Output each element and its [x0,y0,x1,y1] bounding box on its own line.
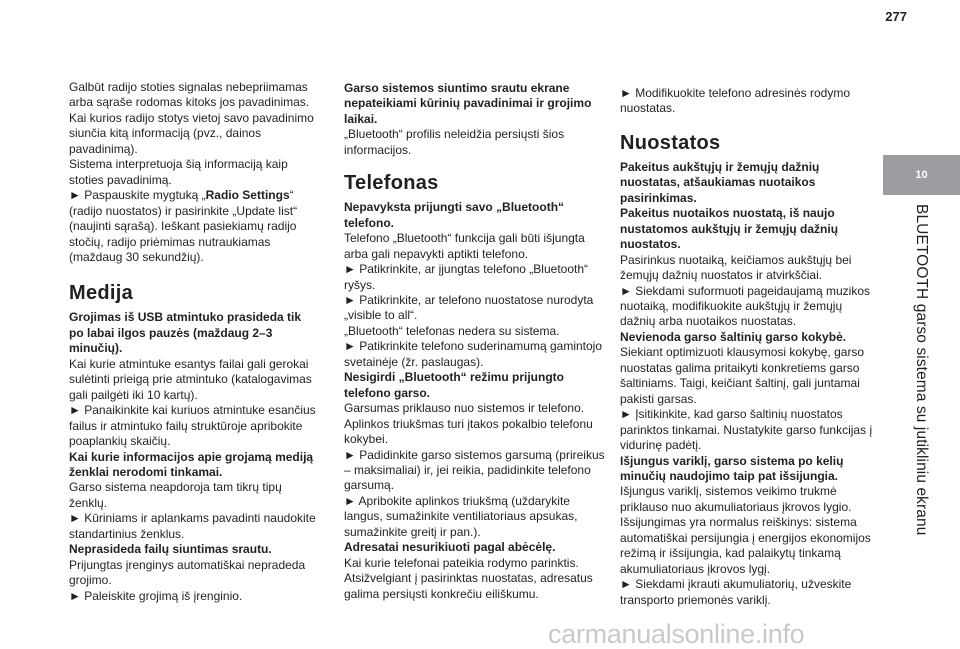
paragraph [69,188,319,265]
answer: Garso sistema neapdoroja tam tikrų tipų ženklų. [69,480,282,510]
question [69,450,319,481]
text-run: “ (radijo nuostatos) ir pasirinkite „Update list“ (naujinti sąrašą). Ieškant pasiekiamų radijo stočių, radijo priėmimas nutraukiamas (maždaug 30 sekundžių). [69,188,298,264]
answer: ► Įsitikinkite, kad garso šaltinių nuostatos parinktos tinkamai. Nustatykite garso funkcijas į vidurinę padėtį. [620,407,873,453]
answer: Kai kurie atmintuke esantys failai gali gerokai sulėtinti prieigą prie atmintuko (katalogavimas gali pailgėti iki 10 kartų). [69,356,312,402]
answer: ► Paleiskite grojimą iš įrenginio. [69,588,243,603]
answer: ► Modifikuokite telefono adresinės rodymo nuostatas. [620,86,850,116]
answer: ► Apribokite aplinkos triukšmą (uždarykite langus, sumažinkite ventiliatoriaus apsukas, sumažinkite greitį ir pan.). [344,493,578,539]
text-run: ► Paspauskite mygtuką „ [69,188,206,203]
answer: ► Patikrinkite telefono suderinamumą gamintojo svetainėje (žr. paslaugas). [344,339,603,369]
question [620,330,880,345]
section-heading-phone: Telefonas [344,172,439,195]
question [69,542,319,557]
question-text: Išjungus variklį, garso sistema po kelių minučių naudojimo taip pat išsijungia. [620,453,844,483]
question-text: Nevienoda garso šaltinių garso kokybė. [620,329,847,344]
section-heading-media: Medija [69,282,134,305]
column-right [620,86,880,608]
column-left [69,80,319,604]
answer: ► Patikrinkite, ar telefono nuostatose nurodyta „visible to all“. [344,292,594,323]
question-text: Nepavyksta prijungti savo „Bluetooth“ telefono. [344,200,565,230]
question [620,206,880,252]
radio-settings-term: Radio Settings [205,188,290,203]
answer: „Bluetooth“ telefonas nedera su sistema. [344,323,560,338]
answer: Prijungtas įrenginys automatiškai nepradeda grojimo. [69,557,306,588]
watermark: carmanualsonline.info [548,619,805,649]
answer: ► Kūriniams ir aplankams pavadinti naudokite standartinius ženklus. [69,511,316,541]
question-text: Grojimas iš USB atmintuko prasideda tik po labai ilgos pauzės (maždaug 2–3 minučių). [69,310,302,356]
question-text: Pakeitus nuotaikos nuostatą, iš naujo nustatomos aukštųjų ir žemųjų dažnių nuostatos. [620,206,839,252]
question [344,200,606,231]
section-heading-settings: Nuostatos [620,131,721,154]
question-text: Pakeitus aukštųjų ir žemųjų dažnių nuostatas, atšaukiamas nuotaikos pasirinkimas. [620,159,820,205]
question [344,540,606,555]
answer: Kai kurie telefonai pateikia rodymo parinktis. Atsižvelgiant į pasirinktas nuostatas, adresatus galima persiųsti konkrečiu eiliškumu. [344,555,593,601]
question-text: Nesigirdi „Bluetooth“ režimu prijungto telefono garso. [344,370,564,400]
column-middle [344,81,606,602]
answer: „Bluetooth“ profilis neleidžia persiųsti šios informacijos. [344,127,565,157]
question-text: Neprasideda failų siuntimas srautu. [69,542,272,557]
paragraph: Galbūt radijo stoties signalas nebepriimamas arba sąraše rodomas kitoks jos pavadinimas. Kai kurios radijo stotys vietoj savo pavadinimo siunčia kitą informaciją (pvz., dainos pavadinimą). [69,80,314,156]
question [344,81,606,127]
answer: ► Siekdami suformuoti pageidaujamą muzikos nuotaiką, modifikuokite aukštųjų ir žemųjų dažnių arba nuotaikos nuostatas. [620,283,870,329]
answer: Išjungus variklį, sistemos veikimo trukmė priklauso nuo akumuliatoriaus įkrovos lygio. [620,484,852,514]
answer: Siekiant optimizuoti klausymosi kokybę, garso nuostatas galima pritaikyti konkretiems garso šaltiniams. Taigi, keičiant šaltinį, gali juntamai pakisti garsas. [620,345,865,406]
question [69,310,319,356]
answer: ► Padidinkite garso sistemos garsumą (prireikus – maksimaliai) ir, jei reikia, padidinkite telefono garsumą. [344,447,605,493]
question-text: Kai kurie informacijos apie grojamą mediją ženklai nerodomi tinkamai. [69,449,314,479]
answer: Pasirinkus nuotaiką, keičiamos aukštųjų bei žemųjų dažnių nuostatos ir atvirkščiai. [620,252,852,283]
chapter-number-tab[interactable]: 10 [883,155,960,195]
question-text: Adresatai nesurikiuoti pagal abėcėlę. [344,540,556,555]
answer: ► Patikrinkite, ar įjungtas telefono „Bluetooth“ ryšys. [344,262,589,292]
question-text: Garso sistemos siuntimo srautu ekrane nepateikiami kūrinių pavadinimai ir grojimo laikai. [344,81,592,126]
question [620,454,880,485]
answer: ► Panaikinkite kai kuriuos atmintuke esančius failus ir atmintuko failų struktūroje apribokite poaplankių skaičių. [69,403,316,449]
paragraph: Sistema interpretuoja šią informaciją kaip stoties pavadinimą. [69,157,288,187]
page-number: 277 [885,9,907,24]
question [620,160,880,206]
answer: Garsumas priklauso nuo sistemos ir telefono. Aplinkos triukšmas turi įtakos pokalbio telefonu kokybei. [344,401,593,447]
question [344,370,606,401]
answer: ► Siekdami įkrauti akumuliatorių, užveskite transporto priemonės variklį. [620,577,852,607]
answer: Telefono „Bluetooth“ funkcija gali būti išjungta arba gali nepavykti aptikti telefono. [344,231,585,261]
answer: Išsijungimas yra normalus reiškinys: sistema automatiškai persijungia į energijos ekonomijos režimą ir išsijungia, kad palaikytų tinkamą akumuliatoriaus įkrovos lygį. [620,515,871,576]
chapter-title-text: BLUETOOTH garso sistema su jutikliniu ekranu [913,204,930,536]
